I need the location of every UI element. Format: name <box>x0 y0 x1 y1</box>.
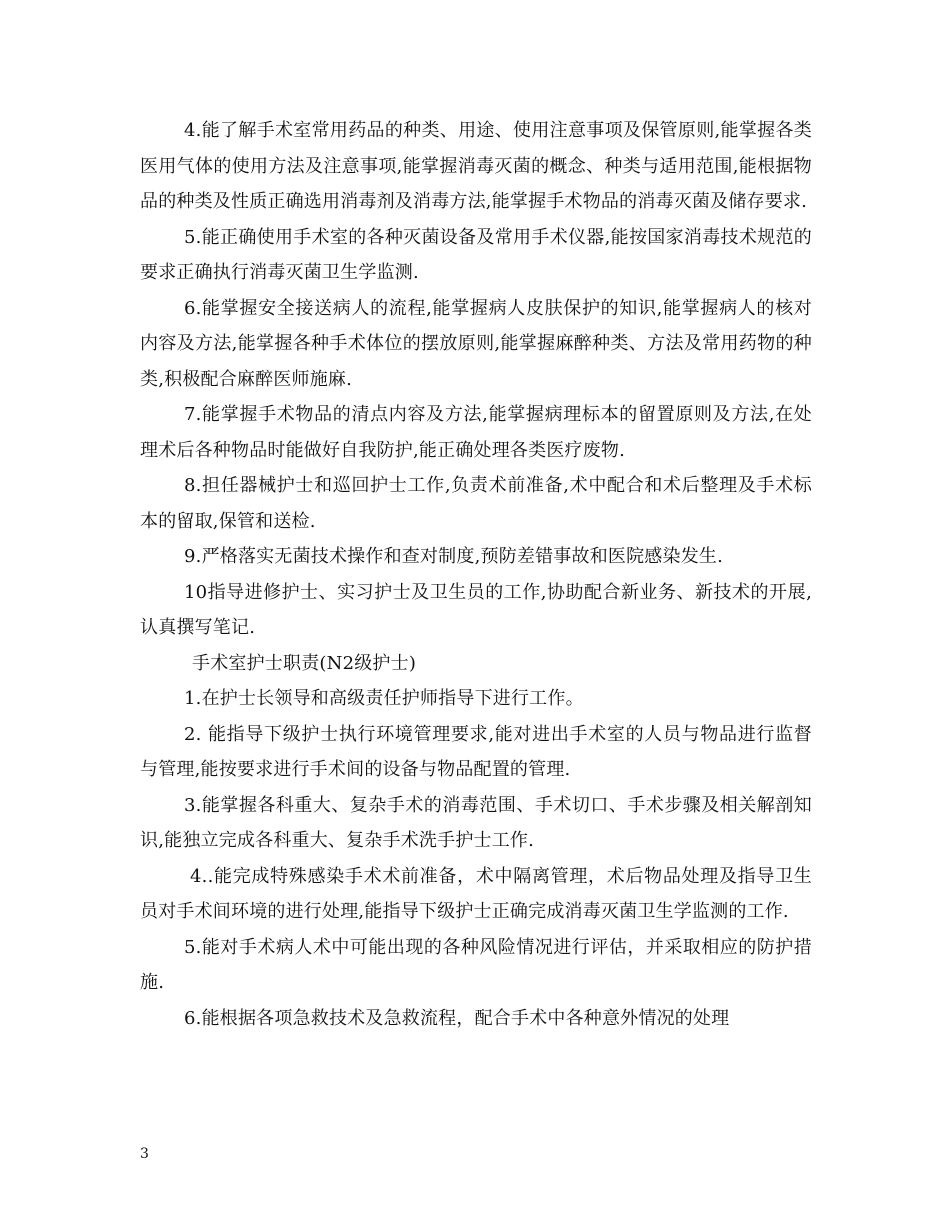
section-heading-n2: 手术室护士职责(N2级护士) <box>192 652 417 674</box>
paragraph-item-10: 10指导进修护士、实习护士及卫生员的工作,协助配合新业务、新技术的开展,认真撰写笔记. <box>140 581 812 638</box>
paragraph-item-5: 5.能正确使用手术室的各种灭菌设备及常用手术仪器,能按国家消毒技术规范的要求正确执行消毒灭菌卫生学监测. <box>140 226 812 283</box>
paragraph-n2-item-2: 2. 能指导下级护士执行环境管理要求,能对进出手术室的人员与物品进行监督与管理,能按要求进行手术间的设备与物品配置的管理. <box>140 723 812 780</box>
paragraph-item-9: 9.严格落实无菌技术操作和查对制度,预防差错事故和医院感染发生. <box>184 546 724 567</box>
paragraph-item-6: 6.能掌握安全接送病人的流程,能掌握病人皮肤保护的知识,能掌握病人的核对内容及方法,能掌握各种手术体位的摆放原则,能掌握麻醉种类、方法及常用药物的种类,积极配合麻醉医师施麻. <box>140 297 812 390</box>
paragraph-n2-item-4: 4..能完成特殊感染手术术前准备，术中隔离管理，术后物品处理及指导卫生员对手术间环境的进行处理,能指导下级护士正确完成消毒灭菌卫生学监测的工作. <box>140 865 812 922</box>
page-number: 3 <box>140 1146 149 1162</box>
paragraph-item-7: 7.能掌握手术物品的清点内容及方法,能掌握病理标本的留置原则及方法,在处理术后各种物品时能做好自我防护,能正确处理各类医疗废物. <box>140 404 812 461</box>
paragraph-n2-item-1: 1.在护士长领导和高级责任护师指导下进行工作。 <box>184 688 584 709</box>
paragraph-n2-item-3: 3.能掌握各科重大、复杂手术的消毒范围、手术切口、手术步骤及相关解剖知识,能独立完成各科重大、复杂手术洗手护士工作. <box>140 794 812 851</box>
paragraph-n2-item-5: 5.能对手术病人术中可能出现的各种风险情况进行评估，并采取相应的防护措施. <box>140 936 812 993</box>
paragraph-item-8: 8.担任器械护士和巡回护士工作,负责术前准备,术中配合和术后整理及手术标本的留取,保管和送检. <box>140 475 812 532</box>
paragraph-n2-item-6: 6.能根据各项急救技术及急救流程，配合手术中各种意外情况的处理 <box>184 1007 730 1029</box>
document-body <box>140 113 812 1036</box>
paragraph-item-4: 4.能了解手术室常用药品的种类、用途、使用注意事项及保管原则,能掌握各类医用气体的使用方法及注意事项,能掌握消毒灭菌的概念、种类与适用范围,能根据物品的种类及性质正确选用消毒剂及消毒方法,能掌握手术物品的消毒灭菌及储存要求. <box>140 120 812 212</box>
